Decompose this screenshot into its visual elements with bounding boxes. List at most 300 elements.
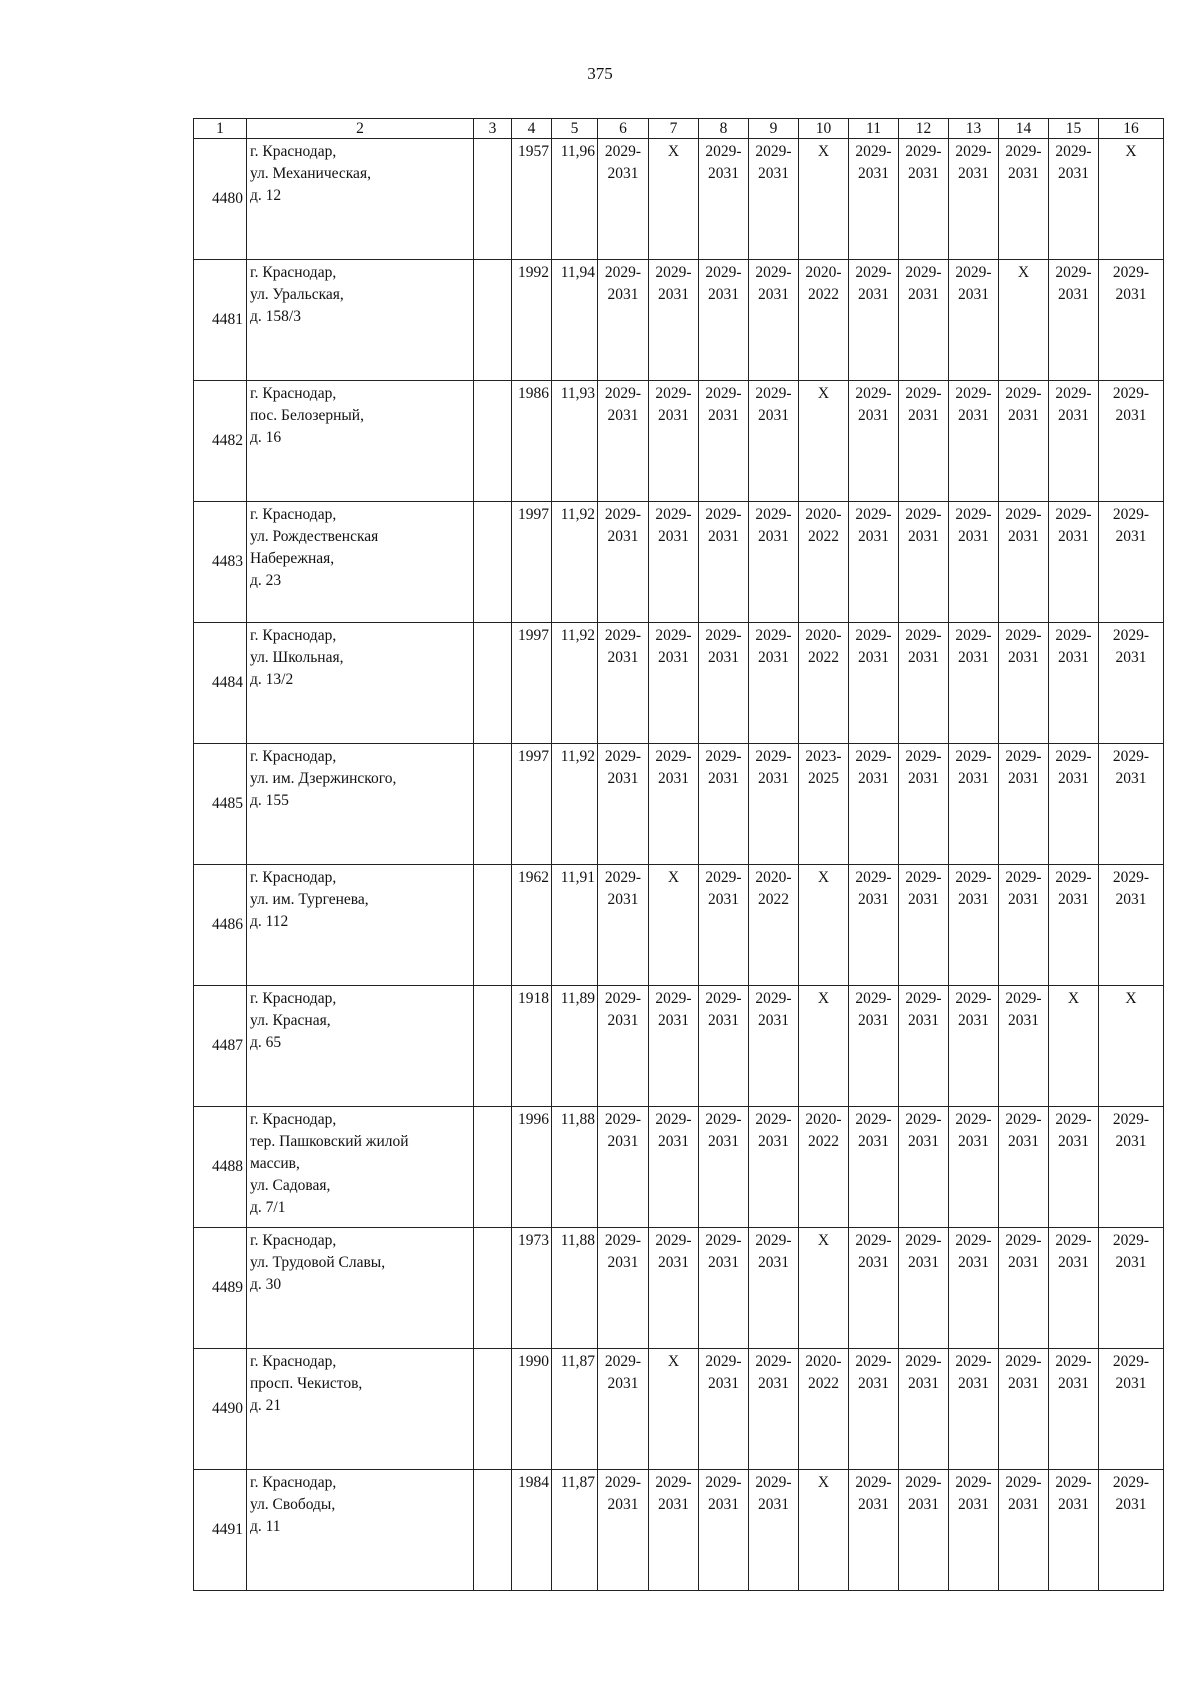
period-cell-col-12 <box>899 502 949 623</box>
period-end: 2031 <box>708 891 739 908</box>
period-start: 2029- <box>705 748 742 765</box>
period-cell-col-10 <box>799 502 849 623</box>
period-cell-col-6 <box>598 986 649 1107</box>
row-number: 4486 <box>194 865 247 986</box>
column-3-cell <box>474 865 512 986</box>
period-start: 2029- <box>1112 748 1150 765</box>
period-end: 2031 <box>1058 1133 1089 1150</box>
year-cell: 1986 <box>512 381 552 502</box>
period-start: 2029- <box>905 1474 942 1491</box>
column-header-7: 7 <box>649 119 699 139</box>
table-body <box>194 119 1164 1591</box>
period-cell-col-12 <box>899 1470 949 1591</box>
period-end: 2031 <box>758 1133 789 1150</box>
period-cell-col-13 <box>949 623 999 744</box>
period-cell-col-10: X <box>799 1228 849 1349</box>
period-start: 2029- <box>655 264 692 281</box>
column-header-14: 14 <box>999 119 1049 139</box>
period-start: 2029- <box>1112 385 1150 402</box>
period-cell-col-12 <box>899 623 949 744</box>
period-end: 2031 <box>758 528 789 545</box>
period-end: 2031 <box>958 286 989 303</box>
period-end: 2031 <box>858 528 889 545</box>
period-start: 2029- <box>604 990 642 1007</box>
period-start: 2029- <box>604 264 642 281</box>
period-cell-col-13 <box>949 865 999 986</box>
address-line: ул. Садовая, <box>250 1177 331 1194</box>
period-end: 2031 <box>908 649 939 666</box>
period-end: 2031 <box>1115 528 1147 545</box>
period-cell-col-9 <box>749 381 799 502</box>
period-start: 2029- <box>905 385 942 402</box>
period-start: 2029- <box>1112 264 1150 281</box>
period-cell-col-7: X <box>649 139 699 260</box>
period-cell-col-6 <box>598 1107 649 1228</box>
address-line: Набережная, <box>250 550 335 567</box>
row-number: 4487 <box>194 986 247 1107</box>
period-start: 2029- <box>855 869 892 886</box>
period-end: 2031 <box>958 891 989 908</box>
address-line: г. Краснодар, <box>250 748 337 765</box>
period-end: 2031 <box>658 649 689 666</box>
period-start: 2029- <box>1055 748 1092 765</box>
period-start: 2029- <box>855 385 892 402</box>
period-start: 2029- <box>705 627 742 644</box>
period-start: 2029- <box>705 143 742 160</box>
period-cell-col-10 <box>799 1107 849 1228</box>
period-start: 2029- <box>705 990 742 1007</box>
period-cell-col-10: X <box>799 865 849 986</box>
period-start: 2029- <box>705 1474 742 1491</box>
period-start: 2029- <box>755 385 792 402</box>
period-cell-col-10: X <box>799 986 849 1107</box>
period-start: 2029- <box>855 1232 892 1249</box>
period-end: 2031 <box>958 407 989 424</box>
address-cell <box>247 1470 474 1591</box>
period-end: 2031 <box>1008 770 1039 787</box>
address-line: ул. им. Тургенева, <box>250 891 369 908</box>
period-end: 2031 <box>607 770 639 787</box>
period-cell-col-9 <box>749 1470 799 1591</box>
column-3-cell <box>474 623 512 744</box>
value-cell: 11,94 <box>552 260 598 381</box>
address-line: д. 158/3 <box>250 308 301 325</box>
period-cell-col-16 <box>1099 865 1164 986</box>
column-3-cell <box>474 381 512 502</box>
period-end: 2031 <box>1115 1254 1147 1271</box>
period-cell-col-6 <box>598 1470 649 1591</box>
address-cell <box>247 623 474 744</box>
period-end: 2031 <box>1008 1254 1039 1271</box>
period-end: 2031 <box>708 528 739 545</box>
period-end: 2031 <box>758 1375 789 1392</box>
period-cell-col-12 <box>899 1107 949 1228</box>
period-cell-col-11 <box>849 744 899 865</box>
column-3-cell <box>474 1107 512 1228</box>
year-cell: 1962 <box>512 865 552 986</box>
period-cell-col-14 <box>999 381 1049 502</box>
period-start: 2029- <box>604 869 642 886</box>
period-end: 2031 <box>858 1375 889 1392</box>
period-end: 2031 <box>958 1012 989 1029</box>
period-end: 2031 <box>607 528 639 545</box>
period-start: 2029- <box>905 990 942 1007</box>
period-cell-col-8 <box>699 381 749 502</box>
address-line: ул. Красная, <box>250 1012 331 1029</box>
period-cell-col-12 <box>899 1349 949 1470</box>
period-start: 2029- <box>955 385 992 402</box>
period-start: 2029- <box>905 869 942 886</box>
period-end: 2031 <box>1008 1133 1039 1150</box>
period-start: 2029- <box>655 990 692 1007</box>
address-cell <box>247 986 474 1107</box>
period-cell-col-15 <box>1049 139 1099 260</box>
period-cell-col-9 <box>749 1228 799 1349</box>
period-end: 2031 <box>607 1254 639 1271</box>
period-cell-col-13 <box>949 986 999 1107</box>
period-start: 2029- <box>1005 990 1042 1007</box>
period-end: 2031 <box>908 1496 939 1513</box>
period-start: 2029- <box>1112 627 1150 644</box>
period-start: 2029- <box>1005 869 1042 886</box>
period-start: 2029- <box>1112 1111 1150 1128</box>
period-cell-col-9 <box>749 986 799 1107</box>
row-number: 4489 <box>194 1228 247 1349</box>
table-row <box>194 139 1164 260</box>
table-row <box>194 623 1164 744</box>
period-cell-col-7: X <box>649 1349 699 1470</box>
year-cell: 1997 <box>512 744 552 865</box>
period-end: 2031 <box>858 1496 889 1513</box>
period-end: 2031 <box>607 407 639 424</box>
period-cell-col-16 <box>1099 1349 1164 1470</box>
table-row <box>194 1349 1164 1470</box>
period-end: 2031 <box>1115 770 1147 787</box>
address-cell <box>247 260 474 381</box>
value-cell: 11,87 <box>552 1470 598 1591</box>
period-cell-col-13 <box>949 502 999 623</box>
period-start: 2029- <box>655 748 692 765</box>
row-number: 4490 <box>194 1349 247 1470</box>
period-cell-col-16: X <box>1099 139 1164 260</box>
period-end: 2031 <box>958 649 989 666</box>
period-end: 2022 <box>808 286 839 303</box>
period-cell-col-9 <box>749 744 799 865</box>
period-cell-col-13 <box>949 744 999 865</box>
table-row <box>194 1228 1164 1349</box>
period-start: 2029- <box>604 1353 642 1370</box>
period-cell-col-14 <box>999 1470 1049 1591</box>
period-end: 2031 <box>1115 286 1147 303</box>
address-line: д. 30 <box>250 1276 282 1293</box>
period-cell-col-8 <box>699 260 749 381</box>
period-end: 2031 <box>958 1375 989 1392</box>
period-start: 2029- <box>1005 506 1042 523</box>
period-start: 2020- <box>805 1353 842 1370</box>
period-cell-col-12 <box>899 865 949 986</box>
period-cell-col-15 <box>1049 381 1099 502</box>
year-cell: 1973 <box>512 1228 552 1349</box>
period-cell-col-9 <box>749 139 799 260</box>
period-start: 2029- <box>705 1232 742 1249</box>
period-end: 2031 <box>658 407 689 424</box>
period-end: 2031 <box>758 1496 789 1513</box>
period-end: 2031 <box>607 649 639 666</box>
column-header-11: 11 <box>849 119 899 139</box>
period-end: 2031 <box>908 1133 939 1150</box>
period-cell-col-11 <box>849 139 899 260</box>
period-start: 2029- <box>604 385 642 402</box>
period-start: 2029- <box>855 264 892 281</box>
period-cell-col-8 <box>699 502 749 623</box>
column-header-3: 3 <box>474 119 512 139</box>
period-cell-col-16 <box>1099 1107 1164 1228</box>
page-number: 375 <box>587 64 613 83</box>
period-start: 2029- <box>604 143 642 160</box>
period-end: 2031 <box>607 165 639 182</box>
period-end: 2031 <box>1008 649 1039 666</box>
period-cell-col-6 <box>598 381 649 502</box>
period-start: 2029- <box>604 506 642 523</box>
period-cell-col-14 <box>999 1349 1049 1470</box>
value-cell: 11,93 <box>552 381 598 502</box>
period-start: 2029- <box>1112 1232 1150 1249</box>
period-end: 2031 <box>658 1133 689 1150</box>
period-start: 2029- <box>705 1111 742 1128</box>
address-line: ул. Трудовой Славы, <box>250 1254 386 1271</box>
period-start: 2029- <box>955 143 992 160</box>
address-line: г. Краснодар, <box>250 990 337 1007</box>
period-cell-col-8 <box>699 623 749 744</box>
period-start: 2029- <box>855 748 892 765</box>
period-cell-col-7 <box>649 986 699 1107</box>
column-header-5: 5 <box>552 119 598 139</box>
period-cell-col-12 <box>899 744 949 865</box>
period-cell-col-16 <box>1099 744 1164 865</box>
period-cell-col-10: X <box>799 381 849 502</box>
column-3-cell <box>474 1228 512 1349</box>
period-start: 2029- <box>655 506 692 523</box>
address-line: г. Краснодар, <box>250 1111 337 1128</box>
period-cell-col-12 <box>899 986 949 1107</box>
period-start: 2029- <box>1055 1474 1092 1491</box>
period-cell-col-11 <box>849 623 899 744</box>
period-end: 2031 <box>658 528 689 545</box>
address-line: г. Краснодар, <box>250 143 337 160</box>
period-end: 2031 <box>708 770 739 787</box>
period-end: 2031 <box>708 1375 739 1392</box>
table-row <box>194 744 1164 865</box>
period-end: 2031 <box>908 528 939 545</box>
value-cell: 11,92 <box>552 502 598 623</box>
column-3-cell <box>474 502 512 623</box>
column-3-cell <box>474 1470 512 1591</box>
row-number: 4488 <box>194 1107 247 1228</box>
period-cell-col-6 <box>598 623 649 744</box>
period-end: 2031 <box>908 891 939 908</box>
period-start: 2023- <box>805 748 842 765</box>
address-line: ул. Уральская, <box>250 286 344 303</box>
column-3-cell <box>474 260 512 381</box>
period-cell-col-8 <box>699 1470 749 1591</box>
period-end: 2031 <box>708 649 739 666</box>
period-end: 2031 <box>908 1375 939 1392</box>
period-cell-col-11 <box>849 1228 899 1349</box>
row-number: 4480 <box>194 139 247 260</box>
housing-repair-schedule-table <box>193 118 1164 1591</box>
period-start: 2029- <box>655 1474 692 1491</box>
period-start: 2029- <box>604 627 642 644</box>
column-header-2: 2 <box>247 119 474 139</box>
period-start: 2029- <box>855 506 892 523</box>
period-cell-col-9 <box>749 865 799 986</box>
column-header-12: 12 <box>899 119 949 139</box>
column-3-cell <box>474 744 512 865</box>
period-start: 2029- <box>1055 264 1092 281</box>
year-cell: 1996 <box>512 1107 552 1228</box>
period-cell-col-15: X <box>1049 986 1099 1107</box>
address-line: д. 7/1 <box>250 1199 286 1216</box>
period-cell-col-7: X <box>649 865 699 986</box>
period-start: 2029- <box>1055 869 1092 886</box>
period-start: 2029- <box>755 1474 792 1491</box>
period-start: 2029- <box>955 1474 992 1491</box>
period-end: 2031 <box>1115 1133 1147 1150</box>
column-header-10: 10 <box>799 119 849 139</box>
column-header-16: 16 <box>1099 119 1164 139</box>
period-start: 2029- <box>855 143 892 160</box>
address-line: г. Краснодар, <box>250 506 337 523</box>
period-start: 2029- <box>955 264 992 281</box>
period-start: 2029- <box>905 143 942 160</box>
period-cell-col-15 <box>1049 744 1099 865</box>
period-end: 2031 <box>1008 1375 1039 1392</box>
period-start: 2029- <box>705 385 742 402</box>
period-start: 2029- <box>755 143 792 160</box>
period-start: 2029- <box>955 748 992 765</box>
period-cell-col-15 <box>1049 1228 1099 1349</box>
period-end: 2031 <box>1058 891 1089 908</box>
period-start: 2029- <box>905 264 942 281</box>
period-start: 2029- <box>1005 1353 1042 1370</box>
column-header-4: 4 <box>512 119 552 139</box>
period-end: 2031 <box>858 1133 889 1150</box>
period-cell-col-9 <box>749 623 799 744</box>
period-start: 2029- <box>1112 869 1150 886</box>
period-end: 2031 <box>908 770 939 787</box>
table-row <box>194 1470 1164 1591</box>
period-cell-col-16: X <box>1099 986 1164 1107</box>
period-cell-col-16 <box>1099 623 1164 744</box>
address-line: пос. Белозерный, <box>250 407 364 424</box>
period-cell-col-12 <box>899 260 949 381</box>
column-3-cell <box>474 986 512 1107</box>
period-end: 2031 <box>1058 407 1089 424</box>
period-end: 2031 <box>858 770 889 787</box>
period-end: 2031 <box>858 1254 889 1271</box>
period-cell-col-13 <box>949 1228 999 1349</box>
period-cell-col-16 <box>1099 1228 1164 1349</box>
year-cell: 1918 <box>512 986 552 1107</box>
period-cell-col-6 <box>598 260 649 381</box>
period-end: 2031 <box>708 1496 739 1513</box>
period-cell-col-10 <box>799 623 849 744</box>
period-end: 2031 <box>758 649 789 666</box>
period-cell-col-9 <box>749 1107 799 1228</box>
value-cell: 11,89 <box>552 986 598 1107</box>
period-end: 2031 <box>908 1012 939 1029</box>
period-start: 2029- <box>905 1111 942 1128</box>
period-end: 2031 <box>958 1133 989 1150</box>
address-line: д. 23 <box>250 572 282 589</box>
period-cell-col-11 <box>849 381 899 502</box>
period-end: 2031 <box>607 1375 639 1392</box>
column-header-1: 1 <box>194 119 247 139</box>
period-end: 2031 <box>858 165 889 182</box>
table-row <box>194 865 1164 986</box>
period-start: 2029- <box>1005 143 1042 160</box>
period-end: 2031 <box>908 1254 939 1271</box>
period-end: 2031 <box>758 165 789 182</box>
period-cell-col-6 <box>598 865 649 986</box>
year-cell: 1990 <box>512 1349 552 1470</box>
value-cell: 11,88 <box>552 1228 598 1349</box>
period-cell-col-14 <box>999 1107 1049 1228</box>
period-start: 2029- <box>905 1353 942 1370</box>
period-end: 2031 <box>607 1133 639 1150</box>
value-cell: 11,92 <box>552 744 598 865</box>
row-number: 4483 <box>194 502 247 623</box>
address-line: д. 16 <box>250 429 282 446</box>
period-cell-col-13 <box>949 260 999 381</box>
table-row <box>194 986 1164 1107</box>
address-line: д. 65 <box>250 1034 282 1051</box>
period-end: 2022 <box>808 528 839 545</box>
period-end: 2031 <box>1008 891 1039 908</box>
address-cell <box>247 1107 474 1228</box>
period-start: 2020- <box>805 627 842 644</box>
period-cell-col-11 <box>849 1107 899 1228</box>
period-cell-col-13 <box>949 1107 999 1228</box>
period-start: 2029- <box>705 264 742 281</box>
period-cell-col-13 <box>949 381 999 502</box>
address-line: г. Краснодар, <box>250 385 337 402</box>
row-number: 4482 <box>194 381 247 502</box>
period-cell-col-8 <box>699 744 749 865</box>
period-start: 2029- <box>655 385 692 402</box>
table-row <box>194 1107 1164 1228</box>
period-start: 2029- <box>855 627 892 644</box>
period-end: 2031 <box>908 286 939 303</box>
period-end: 2031 <box>1058 649 1089 666</box>
period-cell-col-7 <box>649 502 699 623</box>
period-start: 2029- <box>755 1353 792 1370</box>
period-start: 2029- <box>655 627 692 644</box>
period-start: 2029- <box>955 1353 992 1370</box>
value-cell: 11,92 <box>552 623 598 744</box>
period-cell-col-15 <box>1049 260 1099 381</box>
address-cell <box>247 744 474 865</box>
period-cell-col-13 <box>949 1349 999 1470</box>
period-start: 2029- <box>1055 506 1092 523</box>
period-cell-col-12 <box>899 1228 949 1349</box>
period-cell-col-14 <box>999 986 1049 1107</box>
address-line: д. 21 <box>250 1397 282 1414</box>
address-line: г. Краснодар, <box>250 1353 337 1370</box>
period-end: 2022 <box>808 1133 839 1150</box>
period-end: 2031 <box>758 407 789 424</box>
period-start: 2029- <box>855 1111 892 1128</box>
